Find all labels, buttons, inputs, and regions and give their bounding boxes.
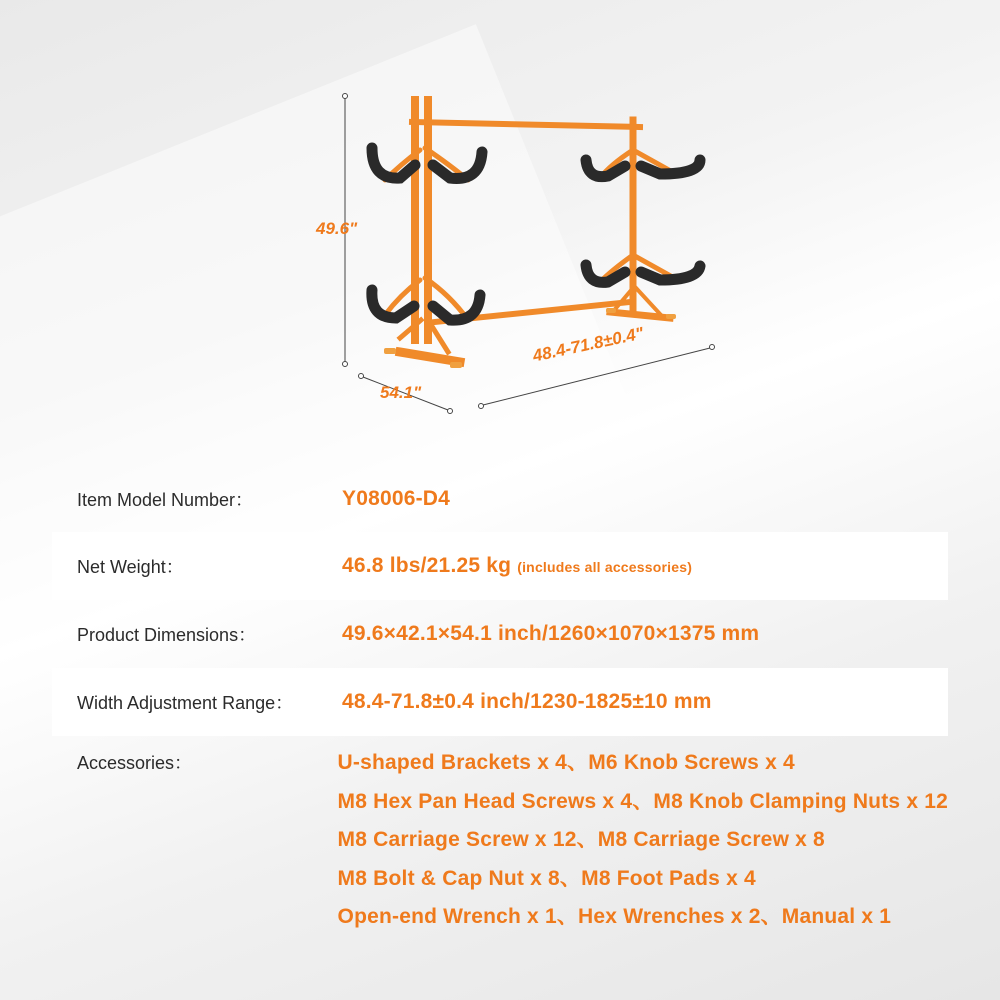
spec-value-weight-main: 46.8 lbs/21.25 kg <box>342 554 512 577</box>
width-dimension-label: 48.4-71.8±0.4" <box>531 323 646 366</box>
height-dimension-label: 49.6" <box>316 219 358 238</box>
rack-frame <box>400 100 670 362</box>
accessory-line: Open-end Wrench x 1、Hex Wrenches x 2、Manual x 1 <box>337 905 892 929</box>
spec-row-accessories <box>52 736 948 937</box>
width-dimension-line <box>479 345 715 409</box>
spec-label-model: Item Model Number： <box>77 490 254 510</box>
spec-value-model: Y08006-D4 <box>342 487 451 510</box>
spec-row-width-range <box>52 668 948 736</box>
spec-value-dimensions: 49.6×42.1×54.1 inch/1260×1070×1375 mm <box>342 622 760 645</box>
spec-label-accessories: Accessories： <box>77 753 193 773</box>
spec-value-weight-note: (includes all accessories) <box>517 559 693 575</box>
specifications-table <box>52 466 948 937</box>
accessory-line: U-shaped Brackets x 4、M6 Knob Screws x 4 <box>337 751 795 774</box>
spec-value-width-range: 48.4-71.8±0.4 inch/1230-1825±10 mm <box>342 690 712 713</box>
spec-value-weight <box>342 554 948 578</box>
spec-row-model <box>52 466 948 532</box>
accessory-line: M8 Bolt & Cap Nut x 8、M8 Foot Pads x 4 <box>337 866 756 890</box>
spec-label-weight: Net Weight： <box>77 557 184 577</box>
spec-row-dimensions <box>52 600 948 668</box>
accessory-line: M8 Carriage Screw x 12、M8 Carriage Screw x 8 <box>337 828 825 852</box>
spec-row-weight <box>52 532 948 600</box>
accessories-list <box>338 744 948 937</box>
foam-cradles <box>372 148 700 320</box>
spec-label-dimensions: Product Dimensions： <box>77 625 257 645</box>
kayak-rack-illustration <box>300 70 740 430</box>
spec-label-width-range: Width Adjustment Range： <box>77 693 294 713</box>
depth-dimension-label: 54.1" <box>380 383 422 402</box>
kayak-rack-drawing <box>300 70 740 430</box>
accessory-line: M8 Hex Pan Head Screws x 4、M8 Knob Clamping Nuts x 12 <box>337 789 948 813</box>
